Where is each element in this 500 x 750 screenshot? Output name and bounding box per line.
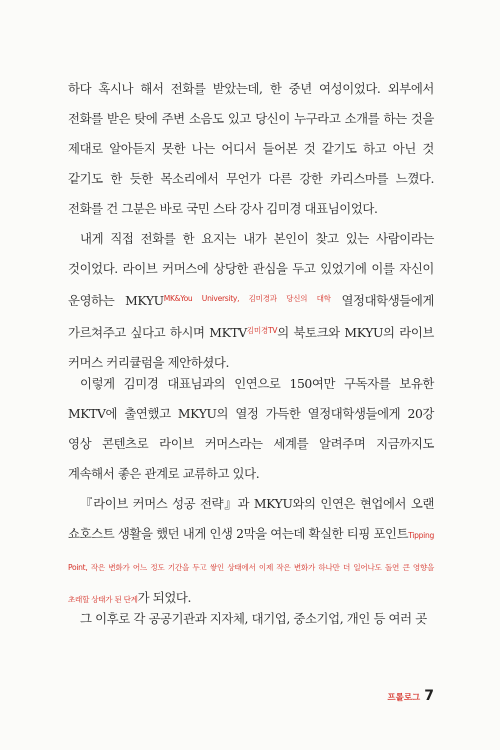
paragraph-2-text-1: 내게 직접 전화를 한 요지는 내가 본인이 찾고 있는 사람이라는 것이었다. 라이브 커머스에 상당한 관심을 두고 있었기에 이를 자신이 운영하는 MKYU xyxy=(68,231,434,308)
text-block-2 xyxy=(68,369,434,615)
page-number: 7 xyxy=(424,688,434,704)
paragraph-4 xyxy=(68,489,434,615)
footnote-mktv: 김미경TV xyxy=(246,326,278,335)
text-block-1 xyxy=(68,74,434,378)
page-footer xyxy=(387,688,434,704)
paragraph-4-text-2: 가 되었다. xyxy=(137,590,192,605)
paragraph-4-text-1: 『라이브 커머스 성공 전략』과 MKYU와의 인연은 현업에서 오랜 쇼호스트 생활을 했던 내게 인생 2막을 여는데 확실한 티핑 포인트 xyxy=(68,496,434,541)
paragraph-2-text-2: 열정대학생들에게 가르쳐주고 싶다고 하시며 MKTV xyxy=(68,293,435,340)
paragraph-2-text-3: 의 북토크와 MKYU의 라이브 커머스 커리큘럼을 제안하셨다. xyxy=(68,325,434,370)
paragraph-2 xyxy=(68,224,434,378)
footnote-mkyu: MK&You University, 김미경과 당신의 대학 xyxy=(163,294,331,303)
paragraph-5: 그 이후로 각 공공기관과 지자체, 대기업, 중소기업, 개인 등 여러 곳 xyxy=(80,611,427,626)
paragraph-3: 이렇게 김미경 대표님과의 인연으로 150여만 구독자를 보유한 MKTV에 출연했고 MKYU의 열정 가득한 열정대학생들에게 20강 영상 콘텐츠로 라이브 커머스라는 세계를 알려주며 지금까지도 계속해서 좋은 관계로 교류하고 있다. xyxy=(68,376,434,481)
footnote-tipping-point: Tipping Point, 작은 변화가 어느 정도 기간을 두고 쌓인 상태에서 이제 작은 변화가 하나만 더 일어나도 돌연 큰 영향을 초래할 상태가 된 단계 xyxy=(68,531,434,604)
section-label: 프롤로그 xyxy=(387,693,421,703)
paragraph-1: 하다 혹시나 해서 전화를 받았는데, 한 중년 여성이었다. 외부에서 전화를 받은 탓에 주변 소음도 있고 당신이 누구라고 소개를 하는 것을 제대로 알아듣지 못한 나는 어디서 들어본 것 같기도 하고 아닌 것 같기도 한 듯한 목소리에서 무언가 다른 강한 카리스마를 느꼈다. 전화를 건 그분은 바로 국민 스타 강사 김미경 대표님이었다. xyxy=(68,81,434,216)
text-block-3 xyxy=(68,604,434,634)
